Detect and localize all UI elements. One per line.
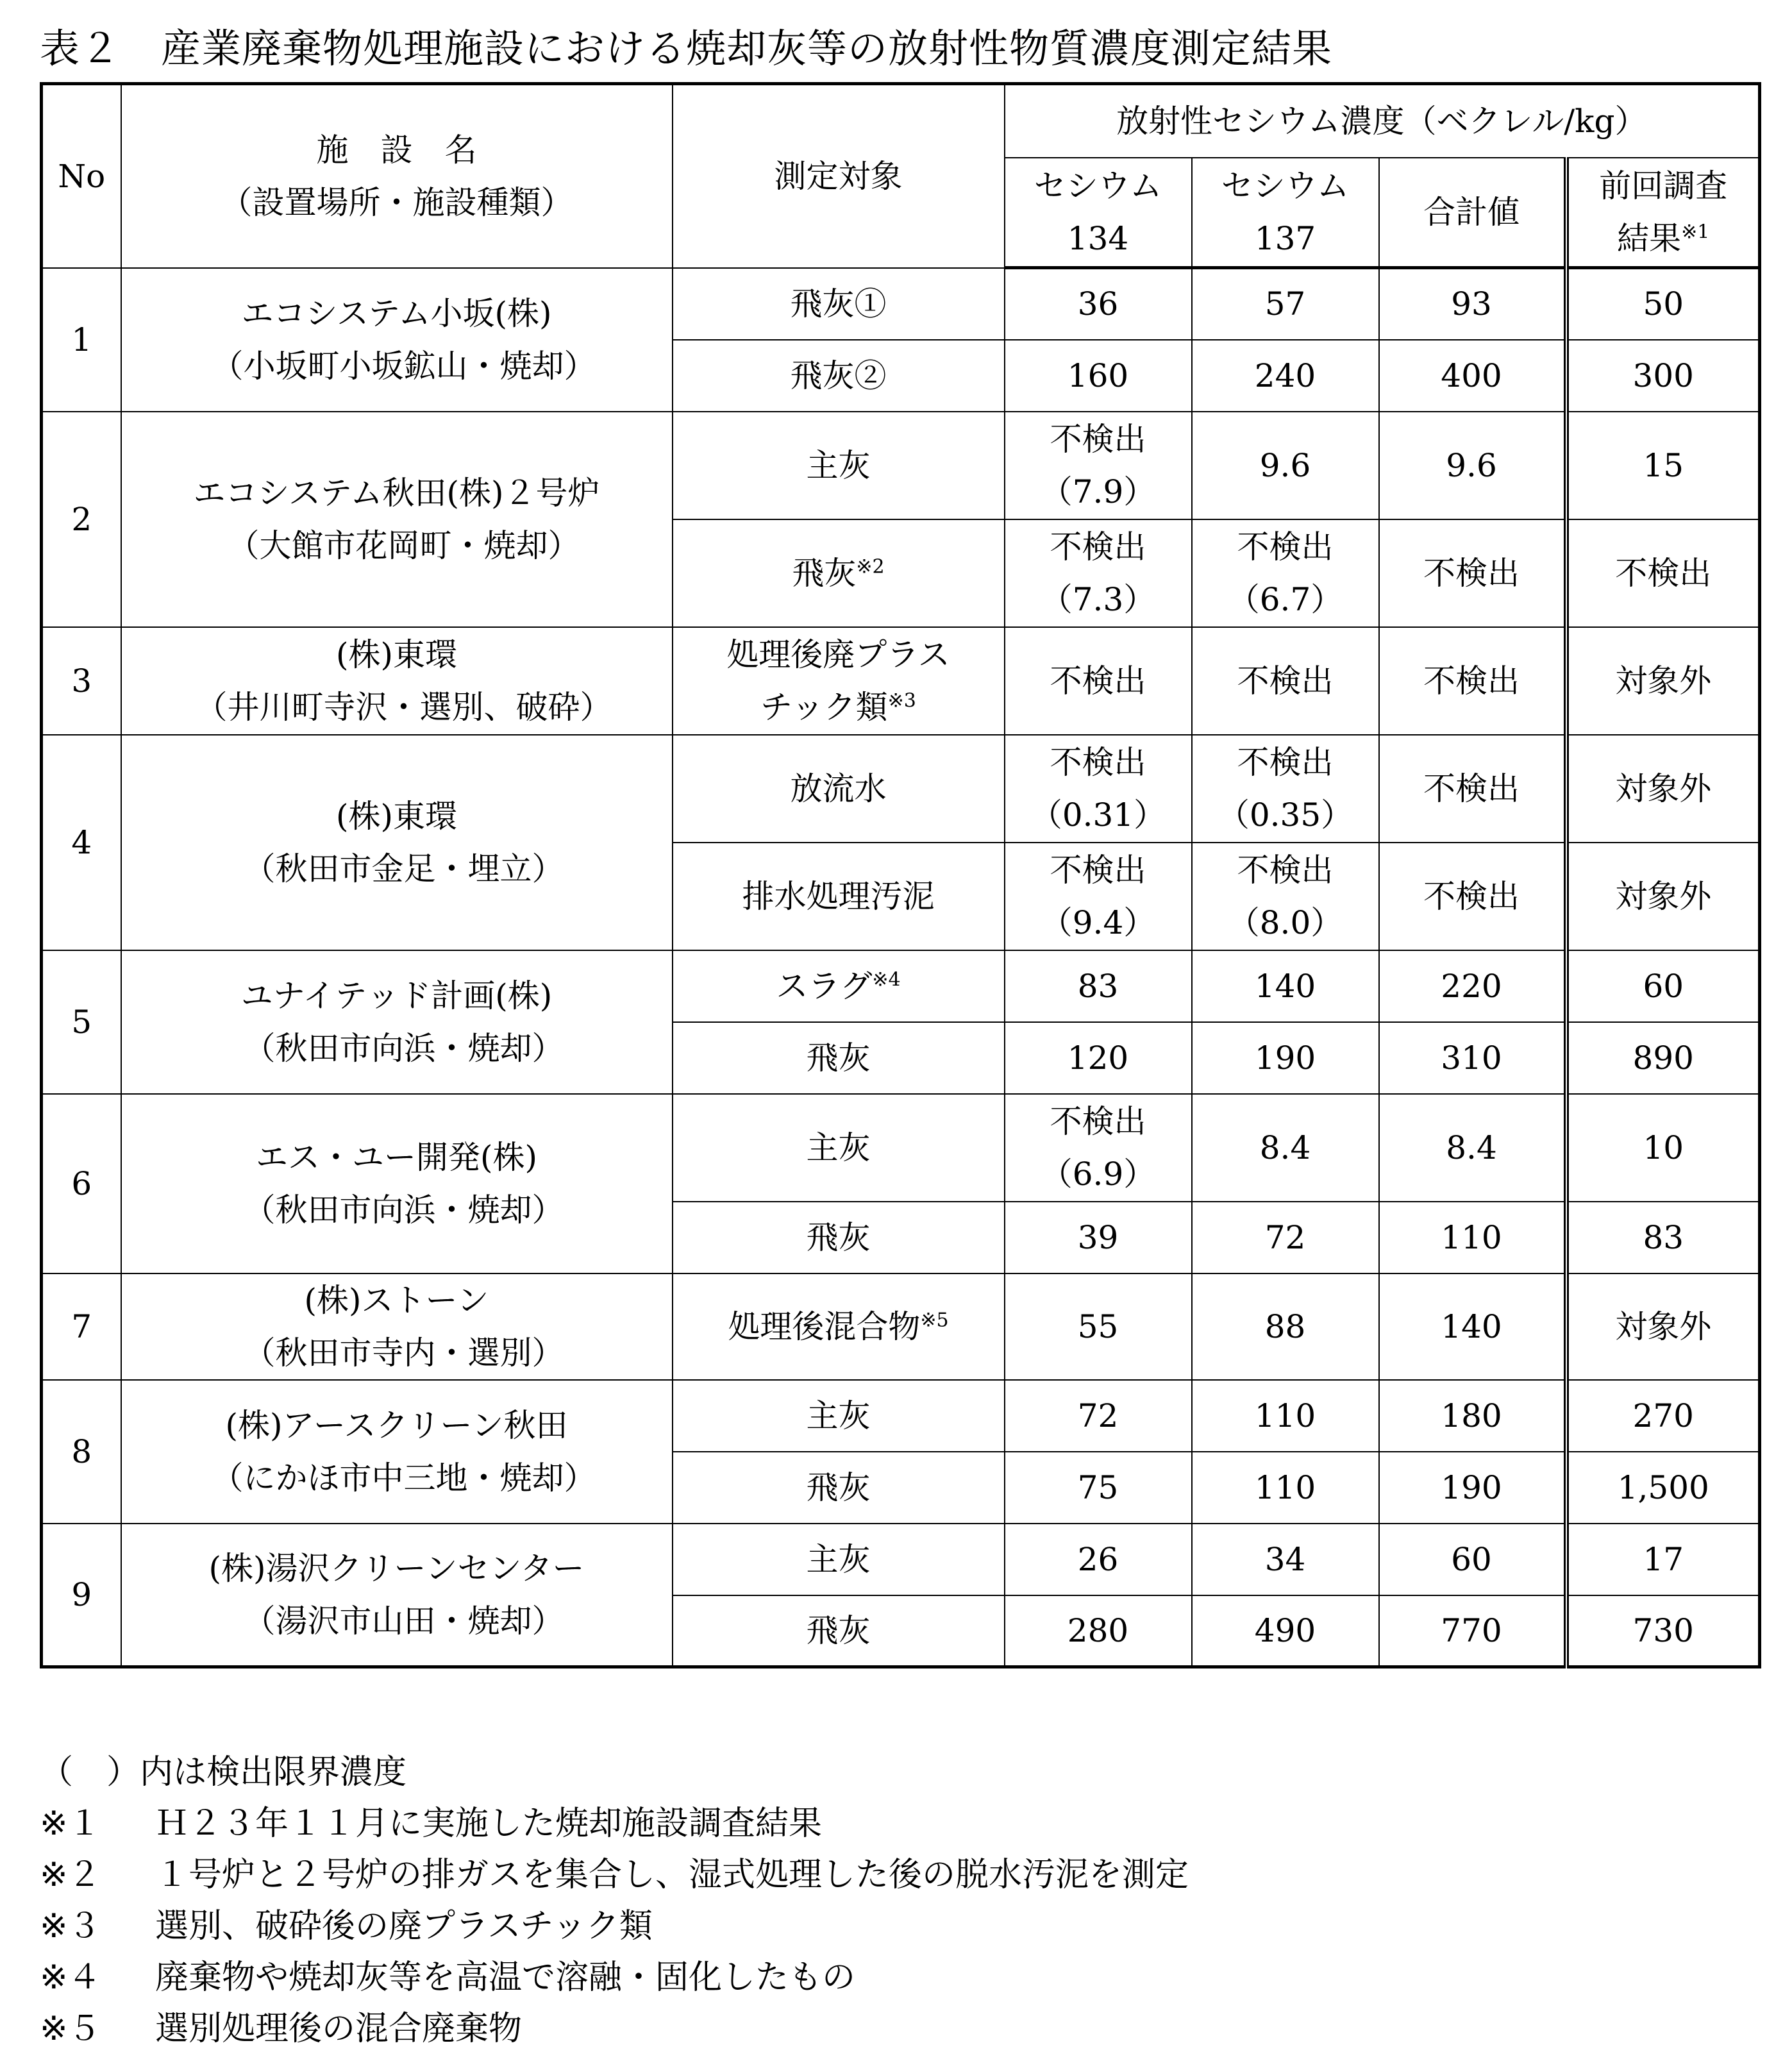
cell-no: 5 [42, 950, 121, 1094]
header-target: 測定対象 [673, 84, 1005, 268]
facility-name: (株)東環 [335, 797, 457, 835]
cell-cs137 [1192, 735, 1379, 843]
cs137-value: 9.6 [1259, 446, 1311, 484]
cell-cs134 [1005, 735, 1192, 843]
cell-no: 6 [42, 1094, 121, 1273]
footnote-mark: ※１ [40, 1804, 101, 1843]
cell-total: 190 [1379, 1452, 1566, 1524]
cell-target [673, 519, 1005, 627]
cell-previous: 対象外 [1566, 735, 1760, 843]
cell-facility [121, 412, 673, 627]
cell-total: 220 [1379, 950, 1566, 1022]
cs134-value: 不検出 [1050, 851, 1146, 889]
cell-cs137 [1192, 1595, 1379, 1667]
header-cs134-line2: 134 [1067, 220, 1129, 257]
cs137-value: 190 [1254, 1039, 1316, 1077]
cell-previous: 不検出 [1566, 519, 1760, 627]
cell-cs137 [1192, 950, 1379, 1022]
target-text: 放流水 [790, 769, 887, 807]
cell-previous: 対象外 [1566, 627, 1760, 735]
footnote [40, 1798, 1189, 1849]
cs137-value: 不検出 [1237, 851, 1334, 889]
header-facility-sub: （設置場所・施設種類） [220, 183, 573, 221]
footnote [40, 1849, 1189, 1901]
table-row [42, 627, 1760, 735]
facility-location: （秋田市寺内・選別） [243, 1334, 564, 1372]
target-note: ※2 [856, 555, 885, 578]
facility-name: (株)湯沢クリーンセンター [208, 1549, 585, 1587]
cell-target [673, 1380, 1005, 1452]
cs134-value: 不検出 [1050, 420, 1146, 458]
header-facility-name: 施 設 名 [316, 131, 477, 169]
cs134-limit: （7.3） [1040, 580, 1156, 618]
header-cs134 [1005, 158, 1192, 268]
cs137-value: 8.4 [1259, 1129, 1311, 1166]
target-text: スラグ [776, 967, 873, 1005]
cs137-limit: （8.0） [1227, 903, 1343, 941]
cell-cs134 [1005, 340, 1192, 412]
footnote-mark: ※３ [40, 1907, 101, 1946]
cell-facility [121, 1273, 673, 1380]
cs134-value: 不検出 [1050, 662, 1146, 700]
header-total: 合計値 [1379, 158, 1566, 268]
cell-cs137 [1192, 627, 1379, 735]
target-text: 主灰 [806, 1129, 871, 1166]
header-cs137-line2: 137 [1254, 220, 1316, 257]
table-header [42, 84, 1760, 268]
target-text: 処理後混合物 [728, 1307, 921, 1345]
target-text: 主灰 [806, 446, 871, 484]
cell-target [673, 1524, 1005, 1595]
facility-name: (株)ストーン [304, 1281, 489, 1319]
cs134-limit: （0.31） [1030, 796, 1166, 834]
cell-facility [121, 950, 673, 1094]
cs134-value: 280 [1067, 1611, 1129, 1649]
cell-previous: 1,500 [1566, 1452, 1760, 1524]
table-row [42, 950, 1760, 1022]
header-previous-text: 結果 [1617, 220, 1682, 257]
cell-cs137 [1192, 1380, 1379, 1452]
cell-total: 不検出 [1379, 519, 1566, 627]
cell-target [673, 1273, 1005, 1380]
cell-previous: 60 [1566, 950, 1760, 1022]
table-row [42, 1094, 1760, 1202]
footnote-text: 選別、破砕後の廃プラスチック類 [155, 1907, 653, 1946]
footnote-text: Ｈ２３年１１月に実施した焼却施設調査結果 [155, 1804, 823, 1843]
cell-no: 7 [42, 1273, 121, 1380]
cell-total: 9.6 [1379, 412, 1566, 519]
footnote-mark: ※４ [40, 1958, 101, 1997]
cell-cs137 [1192, 519, 1379, 627]
target-text: 飛灰 [806, 1468, 871, 1506]
cell-no: 4 [42, 735, 121, 950]
cell-previous: 対象外 [1566, 1273, 1760, 1380]
cell-previous: 50 [1566, 268, 1760, 340]
table-row [42, 735, 1760, 843]
cell-no: 3 [42, 627, 121, 735]
cs137-limit: （0.35） [1217, 796, 1353, 834]
facility-location: （にかほ市中三地・焼却） [211, 1459, 596, 1497]
cell-cs134 [1005, 1380, 1192, 1452]
cell-previous: 270 [1566, 1380, 1760, 1452]
cell-target [673, 950, 1005, 1022]
cell-total: 60 [1379, 1524, 1566, 1595]
cell-target [673, 1202, 1005, 1273]
cell-facility [121, 627, 673, 735]
header-no: No [42, 84, 121, 268]
cell-total: 770 [1379, 1595, 1566, 1667]
header-facility [121, 84, 673, 268]
cell-cs137 [1192, 1273, 1379, 1380]
cs134-value: 不検出 [1050, 1102, 1146, 1140]
cell-cs137 [1192, 1022, 1379, 1094]
cs134-value: 不検出 [1050, 743, 1146, 781]
cell-cs134 [1005, 519, 1192, 627]
cell-cs137 [1192, 1094, 1379, 1202]
footnote-text: 選別処理後の混合廃棄物 [155, 2010, 523, 2048]
footnote [40, 1901, 1189, 1952]
cs137-value: 不検出 [1237, 743, 1334, 781]
target-line1: 処理後廃プラス [726, 635, 950, 673]
footnote-mark: ※２ [40, 1856, 101, 1894]
cell-previous: 10 [1566, 1094, 1760, 1202]
facility-location: （秋田市金足・埋立） [243, 850, 564, 887]
cell-cs134 [1005, 843, 1192, 950]
cs137-value: 57 [1264, 285, 1306, 323]
cs137-limit: （6.7） [1227, 580, 1343, 618]
cs137-value: 不検出 [1237, 662, 1334, 700]
page-title: 表２ 産業廃棄物処理施設における焼却灰等の放射性物質濃度測定結果 [40, 25, 1333, 72]
cell-total: 110 [1379, 1202, 1566, 1273]
facility-location: （秋田市向浜・焼却） [243, 1029, 564, 1067]
header-cs137-line1: セシウム [1221, 167, 1350, 205]
target-note: ※5 [920, 1308, 949, 1331]
cs137-value: 490 [1254, 1611, 1316, 1649]
cs134-value: 75 [1077, 1468, 1119, 1506]
cell-target [673, 1022, 1005, 1094]
header-cs134-line1: セシウム [1034, 167, 1162, 205]
cell-previous: 15 [1566, 412, 1760, 519]
header-previous-line2 [1569, 212, 1759, 265]
cell-target [673, 1595, 1005, 1667]
target-line2 [673, 681, 1004, 734]
cs134-limit: （7.9） [1040, 473, 1156, 510]
header-cesium-group: 放射性セシウム濃度（ベクレル/kg） [1005, 84, 1760, 158]
target-text: 主灰 [806, 1540, 871, 1578]
cell-previous: 730 [1566, 1595, 1760, 1667]
cell-cs134 [1005, 950, 1192, 1022]
cell-previous: 17 [1566, 1524, 1760, 1595]
cell-previous: 890 [1566, 1022, 1760, 1094]
facility-name: (株)東環 [335, 635, 457, 673]
target-text: 排水処理汚泥 [742, 877, 935, 915]
header-previous [1566, 158, 1760, 268]
footnote [40, 2003, 1189, 2055]
cell-cs137 [1192, 843, 1379, 950]
cell-previous: 300 [1566, 340, 1760, 412]
cell-facility [121, 1524, 673, 1667]
facility-name: エス・ユー開発(株) [255, 1138, 537, 1176]
cell-cs137 [1192, 268, 1379, 340]
cs134-value: 36 [1077, 285, 1119, 323]
footnote-text: （ ）内は検出限界濃度 [40, 1753, 407, 1792]
target-note: ※3 [887, 689, 916, 712]
cell-total: 不検出 [1379, 627, 1566, 735]
cs134-value: 26 [1077, 1540, 1119, 1578]
cell-cs134 [1005, 268, 1192, 340]
footnote [40, 1747, 1189, 1798]
cs134-limit: （9.4） [1040, 903, 1156, 941]
cell-no: 8 [42, 1380, 121, 1524]
cell-cs134 [1005, 627, 1192, 735]
cs137-value: 240 [1254, 357, 1316, 394]
cell-facility [121, 735, 673, 950]
cell-cs137 [1192, 1524, 1379, 1595]
footnotes [40, 1747, 1189, 2055]
facility-location: （湯沢市山田・焼却） [243, 1602, 564, 1640]
cs137-value: 110 [1254, 1468, 1316, 1506]
cell-cs134 [1005, 1202, 1192, 1273]
cell-cs134 [1005, 1022, 1192, 1094]
cell-previous: 対象外 [1566, 843, 1760, 950]
target-text: 飛灰 [806, 1611, 871, 1649]
cell-target [673, 627, 1005, 735]
target-text: 飛灰 [806, 1039, 871, 1077]
cs137-value: 不検出 [1237, 528, 1334, 566]
cs134-value: 83 [1077, 967, 1119, 1005]
results-table [40, 82, 1761, 1668]
cell-previous: 83 [1566, 1202, 1760, 1273]
footnote-text: １号炉と２号炉の排ガスを集合し、湿式処理した後の脱水汚泥を測定 [155, 1856, 1189, 1894]
cs134-value: 不検出 [1050, 528, 1146, 566]
facility-location: （秋田市向浜・焼却） [243, 1191, 564, 1229]
cell-total: 不検出 [1379, 735, 1566, 843]
cs137-value: 140 [1254, 967, 1316, 1005]
footnote-mark: ※５ [40, 2010, 101, 2048]
cell-cs134 [1005, 1595, 1192, 1667]
cs134-value: 39 [1077, 1218, 1119, 1256]
target-text: 飛灰② [790, 357, 887, 394]
target-note: ※4 [872, 968, 901, 991]
footnote-text: 廃棄物や焼却灰等を高温で溶融・固化したもの [155, 1958, 856, 1997]
cell-cs134 [1005, 1273, 1192, 1380]
facility-name: ユナイテッド計画(株) [240, 977, 553, 1014]
cell-cs134 [1005, 1094, 1192, 1202]
facility-location: （井川町寺沢・選別、破砕） [195, 688, 612, 726]
target-text: 飛灰① [790, 285, 887, 323]
cell-target [673, 1094, 1005, 1202]
cell-target [673, 735, 1005, 843]
cell-no: 1 [42, 268, 121, 412]
cell-facility [121, 268, 673, 412]
cell-total: 140 [1379, 1273, 1566, 1380]
facility-location: （大館市花岡町・焼却） [227, 526, 580, 564]
cs137-value: 34 [1264, 1540, 1306, 1578]
cs134-limit: （6.9） [1040, 1155, 1156, 1193]
cell-no: 9 [42, 1524, 121, 1667]
cs137-value: 72 [1264, 1218, 1306, 1256]
cs134-value: 55 [1077, 1307, 1119, 1345]
table-row [42, 412, 1760, 519]
table-body [42, 268, 1760, 1667]
table-row [42, 1380, 1760, 1452]
target-text: 飛灰 [792, 554, 857, 592]
cell-cs134 [1005, 1452, 1192, 1524]
cell-no: 2 [42, 412, 121, 627]
facility-name: (株)アースクリーン秋田 [225, 1406, 568, 1444]
cell-target [673, 1452, 1005, 1524]
cell-cs137 [1192, 1452, 1379, 1524]
cell-facility [121, 1380, 673, 1524]
target-line2-text: チック類 [760, 688, 888, 726]
cell-total: 400 [1379, 340, 1566, 412]
cell-cs134 [1005, 1524, 1192, 1595]
target-text: 主灰 [806, 1397, 871, 1434]
header-cs137 [1192, 158, 1379, 268]
cell-target [673, 843, 1005, 950]
cs137-value: 110 [1254, 1397, 1316, 1434]
facility-name: エコシステム秋田(株)２号炉 [193, 474, 600, 512]
table-row [42, 1273, 1760, 1380]
target-text: 飛灰 [806, 1218, 871, 1256]
facility-name: エコシステム小坂(株) [241, 294, 552, 332]
cell-cs137 [1192, 340, 1379, 412]
cell-total: 180 [1379, 1380, 1566, 1452]
cell-facility [121, 1094, 673, 1273]
footnote [40, 1952, 1189, 2003]
table-row [42, 268, 1760, 340]
cell-target [673, 268, 1005, 340]
facility-location: （小坂町小坂鉱山・焼却） [211, 347, 596, 385]
cell-target [673, 412, 1005, 519]
cs134-value: 160 [1067, 357, 1129, 394]
cell-total: 93 [1379, 268, 1566, 340]
cs134-value: 72 [1077, 1397, 1119, 1434]
cell-target [673, 340, 1005, 412]
cell-total: 不検出 [1379, 843, 1566, 950]
cell-cs137 [1192, 412, 1379, 519]
cell-total: 8.4 [1379, 1094, 1566, 1202]
table-row [42, 1524, 1760, 1595]
cs137-value: 88 [1264, 1307, 1306, 1345]
cell-total: 310 [1379, 1022, 1566, 1094]
cell-cs137 [1192, 1202, 1379, 1273]
header-previous-note: ※1 [1681, 221, 1710, 244]
header-previous-line1: 前回調査 [1599, 167, 1728, 205]
cs134-value: 120 [1067, 1039, 1129, 1077]
cell-cs134 [1005, 412, 1192, 519]
